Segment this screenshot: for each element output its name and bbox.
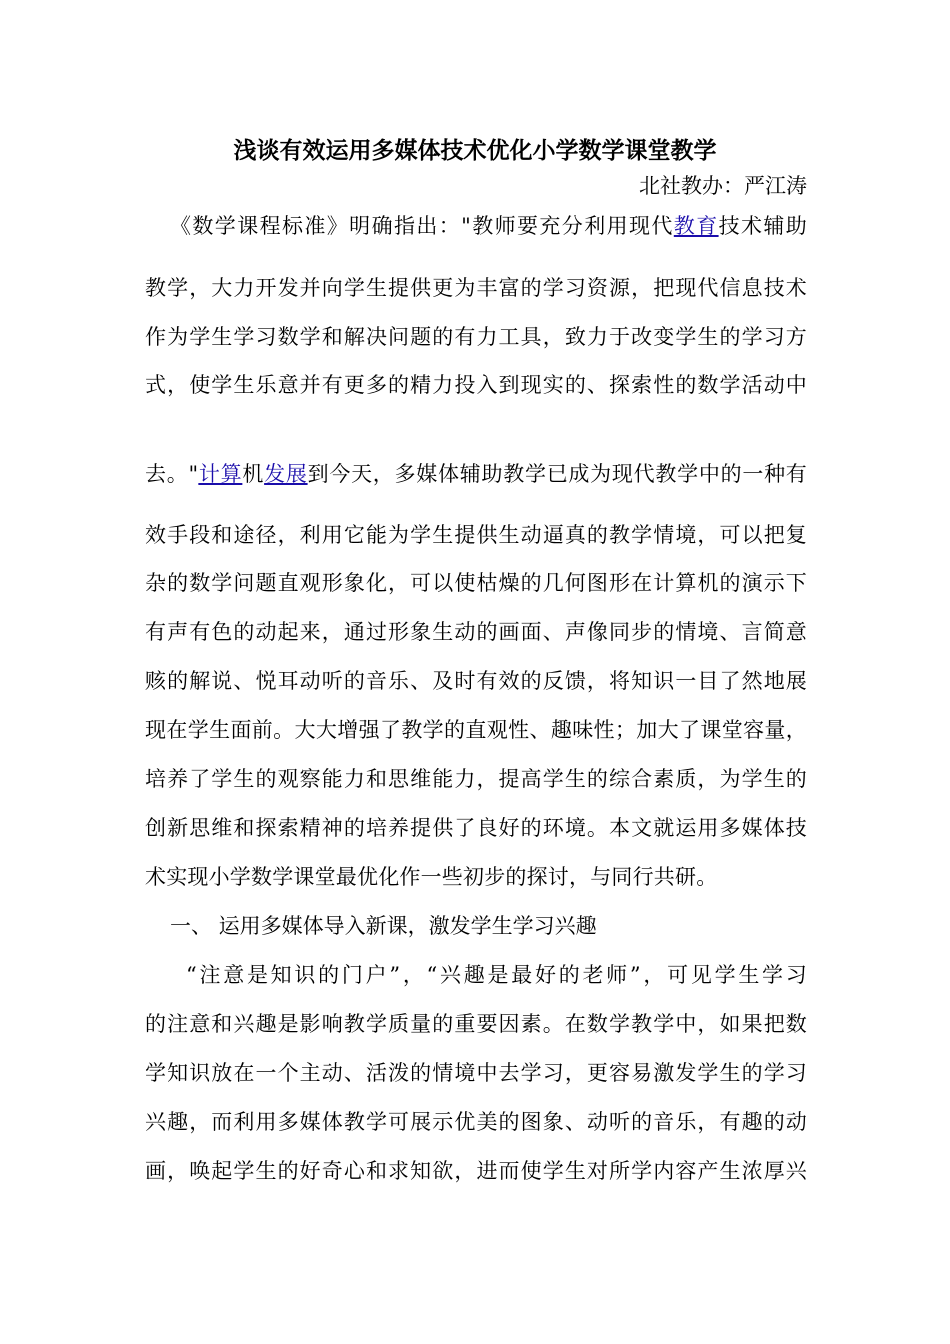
text-segment: 去。"	[145, 462, 199, 486]
text-segment: 到今天，多媒体辅助教学已成为现代教学中的一种有	[307, 462, 808, 486]
paragraph-line: 教学，大力开发并向学生提供更为丰富的学习资源，把现代信息技术	[145, 276, 807, 300]
paragraph-line: 效手段和途径，利用它能为学生提供生动逼真的教学情境，可以把复	[145, 523, 807, 547]
paragraph-line: 学知识放在一个主动、活泼的情境中去学习，更容易激发学生的学习	[145, 1061, 807, 1085]
text-segment: 技术辅助	[718, 214, 807, 238]
author-line: 北社教办：严江涛	[639, 174, 807, 198]
paragraph-line	[145, 460, 807, 488]
paragraph-line: 有声有色的动起来，通过形象生动的画面、声像同步的情境、言简意	[145, 620, 807, 644]
paragraph-line: 术实现小学数学课堂最优化作一些初步的探讨，与同行共研。	[145, 865, 718, 889]
paragraph-line: 创新思维和探索精神的培养提供了良好的环境。本文就运用多媒体技	[145, 816, 807, 840]
link-computer[interactable]: 计算	[198, 462, 243, 486]
section-heading: 一、 运用多媒体导入新课，激发学生学习兴趣	[170, 914, 597, 938]
link-education[interactable]: 教育	[673, 214, 719, 238]
paragraph-line: 杂的数学问题直观形象化，可以使枯燥的几何图形在计算机的演示下	[145, 571, 807, 595]
paragraph-line: 式，使学生乐意并有更多的精力投入到现实的、探索性的数学活动中	[145, 373, 807, 397]
paragraph-line: 赅的解说、悦耳动听的音乐、及时有效的反馈，将知识一目了然地展	[145, 669, 807, 693]
paragraph-line: 兴趣，而利用多媒体教学可展示优美的图象、动听的音乐，有趣的动	[145, 1110, 807, 1134]
text-segment: 《数学课程标准》明确指出："教师要充分利用现代	[170, 214, 674, 238]
paragraph-line: 培养了学生的观察能力和思维能力，提高学生的综合素质，为学生的	[145, 767, 807, 791]
paragraph-line	[170, 212, 807, 240]
paragraph-line: 的注意和兴趣是影响教学质量的重要因素。在数学教学中，如果把数	[145, 1012, 807, 1036]
document-title: 浅谈有效运用多媒体技术优化小学数学课堂教学	[233, 138, 717, 164]
paragraph-line: 作为学生学习数学和解决问题的有力工具，致力于改变学生的学习方	[145, 325, 807, 349]
paragraph-line: 画，唤起学生的好奇心和求知欲，进而使学生对所学内容产生浓厚兴	[145, 1159, 807, 1183]
paragraph-line: “注意是知识的门户”，“兴趣是最好的老师”，可见学生学习	[186, 963, 807, 987]
text-segment: 机	[242, 462, 265, 486]
link-development[interactable]: 发展	[264, 462, 308, 486]
paragraph-line: 现在学生面前。大大增强了教学的直观性、趣味性；加大了课堂容量，	[145, 718, 807, 742]
